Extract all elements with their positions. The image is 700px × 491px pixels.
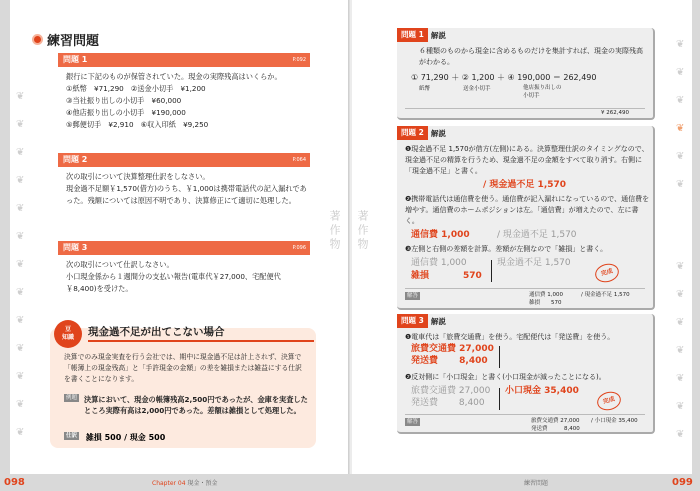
paw-icon: ❦: [16, 287, 25, 298]
right-page: [352, 0, 692, 474]
left-page: [10, 0, 350, 474]
answer-3-g1: 旅費交通費 27,000: [411, 386, 491, 396]
answer-2-ans-l1: 通信費 1,000: [529, 292, 563, 298]
answer-3-ans-l1: 旅費交通費 27,000: [531, 418, 580, 424]
left-running-head: Chapter 04 現金・預金: [152, 480, 218, 487]
answer-1-text: ６種類のものから現金に含めるものだけを集計すれば、現金の実際残高がわかる。: [419, 47, 643, 66]
answer-3-label: 問題 3: [397, 314, 428, 328]
paw-icon: ❦: [676, 67, 685, 78]
calc-note-remittance: 送金小切手: [463, 86, 491, 92]
tip-journal: [64, 432, 165, 443]
answer-1-label: 問題 1: [397, 28, 428, 42]
answer-3-header: [397, 314, 446, 328]
tip-title: 現金過不足が出てこない場合: [88, 324, 314, 342]
question-2-page-ref: P.064: [292, 157, 306, 163]
paw-icon: ❦: [16, 427, 25, 438]
paw-icon: ❦: [676, 345, 685, 356]
paw-icon: ❦: [676, 289, 685, 300]
paw-icon: ❦: [676, 151, 685, 162]
answer-2-step3: ❸左側と右側の差額を計算。差額が左側なので「雑損」と書く。: [405, 245, 608, 253]
right-running-head: 練習問題: [524, 480, 549, 487]
calc-note-bills: 紙幣: [419, 86, 431, 92]
answer-3-r1: 小口現金 35,400: [505, 386, 579, 396]
answer-3-l2: 発送費 8,400: [411, 356, 488, 366]
answer-2-step2: ❷携帯電話代は通信費を使う。通信費が記入漏れになっているので、通信費を増やす。通信費のホームポジションは左。「通信費」が増えたので、左に書く。: [405, 195, 650, 225]
answer-2-step3-r1: 現金過不足 1,570: [497, 258, 571, 268]
complete-stamp: 完成: [593, 261, 621, 285]
example-tag: 例題: [66, 395, 78, 401]
answer-2-ans-l2: 雑損 570: [529, 300, 562, 306]
journal-entry: 雑損 500 / 現金 500: [85, 433, 166, 442]
answer-3-rule: [405, 414, 645, 415]
paw-icon: ❦: [16, 175, 25, 186]
answer-2-step3-l1: 通信費 1,000: [411, 258, 467, 268]
paw-icon: ❦: [16, 399, 25, 410]
paw-icon: ❦: [16, 91, 25, 102]
answer-1-box: [397, 28, 655, 120]
tip-body: 決算でのみ現金実査を行う会社では、期中に現金過不足は計上されず、決算で「帳簿上の現金残高」と「手許現金の金額」の差を雑損または雑益にする仕訳を書くことになります。: [64, 353, 302, 383]
answer-2-tag: 解答: [407, 293, 419, 299]
answer-3-tag: 解答: [407, 419, 419, 425]
tip-box: [50, 328, 316, 448]
question-3-header: [58, 241, 310, 255]
paw-icon-highlight: ❦: [676, 123, 685, 134]
paw-icon: ❦: [676, 401, 685, 412]
answer-2-step3-l2: 雑損: [411, 271, 430, 281]
paw-icon: ❦: [676, 179, 685, 190]
answer-1-rule: [405, 108, 645, 109]
left-folio: 098: [4, 477, 25, 488]
complete-stamp: 完成: [595, 389, 623, 413]
ledger-divider: [491, 260, 492, 282]
answer-3-ans-r1: / 小口現金 35,400: [591, 418, 638, 424]
section-title-text: 練習問題: [47, 34, 100, 49]
bullet-circle-icon: [32, 34, 43, 45]
paw-icon: ❦: [16, 259, 25, 270]
calc-note-other-check: 他店振り出しの小切手: [523, 85, 562, 99]
answer-3-g2: 発送費 8,400: [411, 398, 485, 408]
paw-icon: ❦: [676, 429, 685, 440]
answer-2-step1-entry: / 現金過不足 1,570: [483, 180, 567, 190]
right-folio: 099: [672, 477, 693, 488]
answer-2-box: [397, 126, 655, 310]
question-3-label: 問題 3: [63, 243, 88, 252]
answer-1-result: ¥ 262,490: [601, 110, 629, 116]
answer-2-step2-right: / 現金過不足 1,570: [497, 230, 577, 240]
answer-2-step1: ❶現金過不足 1,570が借方(左側)にある。決算整理仕訳のタイミングなので、現金過不足の精算を行うため、現金過不足の金額をすべて取り消す。右側に「現金過不足」と書く。: [405, 145, 649, 175]
paw-icon: ❦: [16, 203, 25, 214]
paw-icon: ❦: [16, 147, 25, 158]
answer-2-heading: 解説: [430, 128, 446, 138]
question-3-text: 次の取引について仕訳しなさい。 小口現金係から１週間分の支払い報告(電車代￥27,000、宅配便代￥8,400)を受けた。: [66, 260, 281, 293]
answer-1-header: [397, 28, 446, 42]
answer-3-heading: 解説: [430, 316, 446, 326]
vertical-mark: 著作物: [356, 210, 369, 252]
answer-2-ans-r1: / 現金過不足 1,570: [581, 292, 630, 298]
journal-tag: 仕訳: [66, 433, 78, 439]
answer-3-ans-l2: 発送費 8,400: [531, 426, 580, 432]
question-1-header: [58, 53, 310, 67]
answer-2-rule: [405, 288, 645, 289]
answer-3-step2: ❷反対側に「小口現金」と書く(小口現金が減ったことになる)。: [405, 373, 606, 381]
answer-2-header: [397, 126, 446, 140]
question-3-page-ref: P.096: [292, 245, 306, 251]
paw-icon: ❦: [16, 343, 25, 354]
question-2-label: 問題 2: [63, 155, 88, 164]
paw-icon: ❦: [676, 373, 685, 384]
paw-icon: ❦: [16, 371, 25, 382]
answer-3-l1: 旅費交通費 27,000: [411, 344, 494, 354]
tip-badge: 豆 知識: [54, 320, 82, 348]
question-1-label: 問題 1: [63, 55, 88, 64]
paw-icon: ❦: [16, 119, 25, 130]
answer-3-box: [397, 314, 655, 434]
answer-2-label: 問題 2: [397, 126, 428, 140]
section-title: [32, 30, 99, 49]
ledger-divider: [499, 388, 500, 410]
answer-3-step1: ❶電車代は「旅費交通費」を使う。宅配便代は「発送費」を使う。: [405, 333, 615, 341]
paw-icon: ❦: [676, 317, 685, 328]
question-2-text: 次の取引について決算整理仕訳をしなさい。 現金過不足額￥1,570(借方)のうち、￥1,000は携帯電話代の記入漏れであった。残額については原因不明であり、決算修正にて適切に処理した。: [66, 172, 307, 205]
paw-icon: ❦: [676, 39, 685, 50]
question-2-header: [58, 153, 310, 167]
example-text: 決算において、現金の帳簿残高2,500円であったが、金庫を実査したところ実際有高は2,000円であった。差額は雑損として処理した。: [84, 395, 308, 415]
vertical-mark: 著作物: [328, 210, 341, 252]
answer-1-calc: ① 71,290 ＋ ② 1,200 ＋ ④ 190,000 ＝ 262,490: [411, 73, 597, 82]
paw-icon: ❦: [16, 231, 25, 242]
answer-2-step2-entry: 通信費 1,000: [411, 230, 470, 240]
question-1-page-ref: P.092: [292, 57, 306, 63]
answer-2-step3-l2-value: 570: [463, 271, 482, 281]
tip-example: [64, 394, 308, 413]
paw-icon: ❦: [676, 261, 685, 272]
question-1-text: 銀行に下記のものが保管されていた。現金の実際残高はいくらか。 ①紙幣 ¥71,290 ②送金小切手 ¥1,200 ③当社振り出しの小切手 ¥60,000 ④他店振り出しの小切手 ¥190,000 ⑤郵便切手 ¥2,910 ⑥収入印紙 ¥9,250: [66, 72, 282, 129]
answer-1-heading: 解説: [430, 30, 446, 40]
paw-icon: ❦: [676, 95, 685, 106]
paw-icon: ❦: [16, 315, 25, 326]
ledger-divider: [499, 346, 500, 368]
